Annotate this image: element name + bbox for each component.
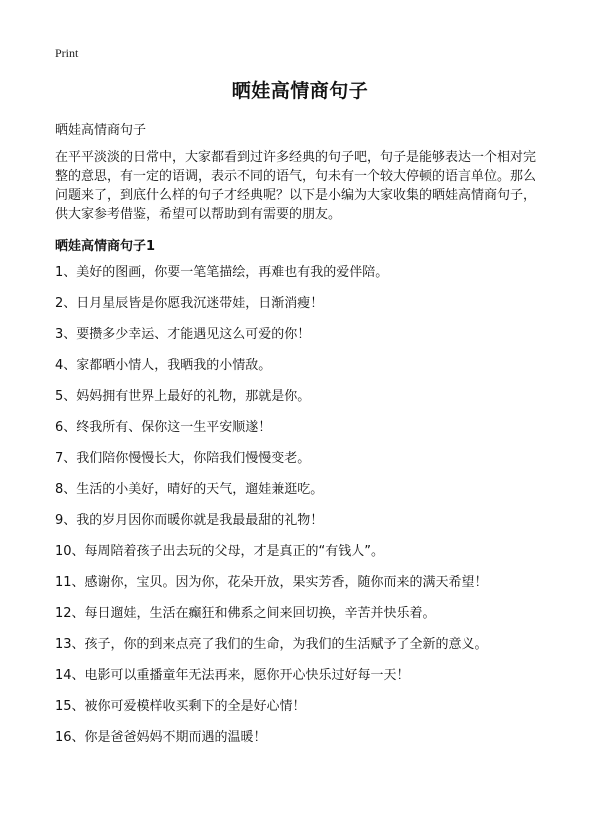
list-item: 13、孩子，你的到来点亮了我们的生命，为我们的生活赋予了全新的意义。 — [55, 637, 488, 652]
list-item: 16、你是爸爸妈妈不期而遇的温暖！ — [55, 730, 267, 745]
document-title: 晒娃高情商句子 — [231, 80, 369, 102]
list-item: 5、妈妈拥有世界上最好的礼物，那就是你。 — [55, 389, 311, 404]
document-subtitle: 晒娃高情商句子 — [55, 123, 147, 138]
sentence-list — [55, 263, 545, 759]
intro-paragraph: 在平平淡淡的日常中，大家都看到过许多经典的句子吧，句子是能够表达一个相对完整的意思，有一定的语调，表示不同的语气，句未有一个较大停顿的语言单位。那么问题来了，到底什么样的句子才经典呢？以下是小编为大家收集的晒娃高情商句子，供大家参考借鉴，希望可以帮助到有需要的朋友。 — [55, 150, 537, 222]
section-heading: 晒娃高情商句子1 — [55, 239, 156, 254]
list-item: 4、家都晒小情人，我晒我的小情敌。 — [55, 358, 272, 373]
list-item: 10、每周陪着孩子出去玩的父母，才是真正的“有钱人”。 — [55, 544, 385, 559]
list-item: 7、我们陪你慢慢长大，你陪我们慢慢变老。 — [55, 451, 311, 466]
list-item: 3、要攒多少幸运、才能遇见这么可爱的你！ — [55, 327, 311, 342]
list-item: 6、终我所有、保你这一生平安顺遂！ — [55, 420, 272, 435]
list-item: 9、我的岁月因你而暖你就是我最最甜的礼物！ — [55, 513, 324, 528]
list-item: 12、每日遛娃，生活在癫狂和佛系之间来回切换，辛苦并快乐着。 — [55, 606, 436, 621]
list-item: 2、日月星辰皆是你愿我沉迷带娃，日渐消瘦！ — [55, 296, 324, 311]
list-item: 8、生活的小美好，晴好的天气，遛娃兼逛吃。 — [55, 482, 324, 497]
list-item: 15、被你可爱模样收买剩下的全是好心情！ — [55, 699, 306, 714]
list-item: 14、电影可以重播童年无法再来，愿你开心快乐过好每一天！ — [55, 668, 410, 683]
list-item: 1、美好的图画，你要一笔笔描绘，再难也有我的爱伴陪。 — [55, 265, 389, 280]
list-item: 11、感谢你，宝贝。因为你，花朵开放，果实芳香，随你而来的满天希望！ — [55, 575, 488, 590]
print-link[interactable]: Print — [55, 46, 79, 60]
